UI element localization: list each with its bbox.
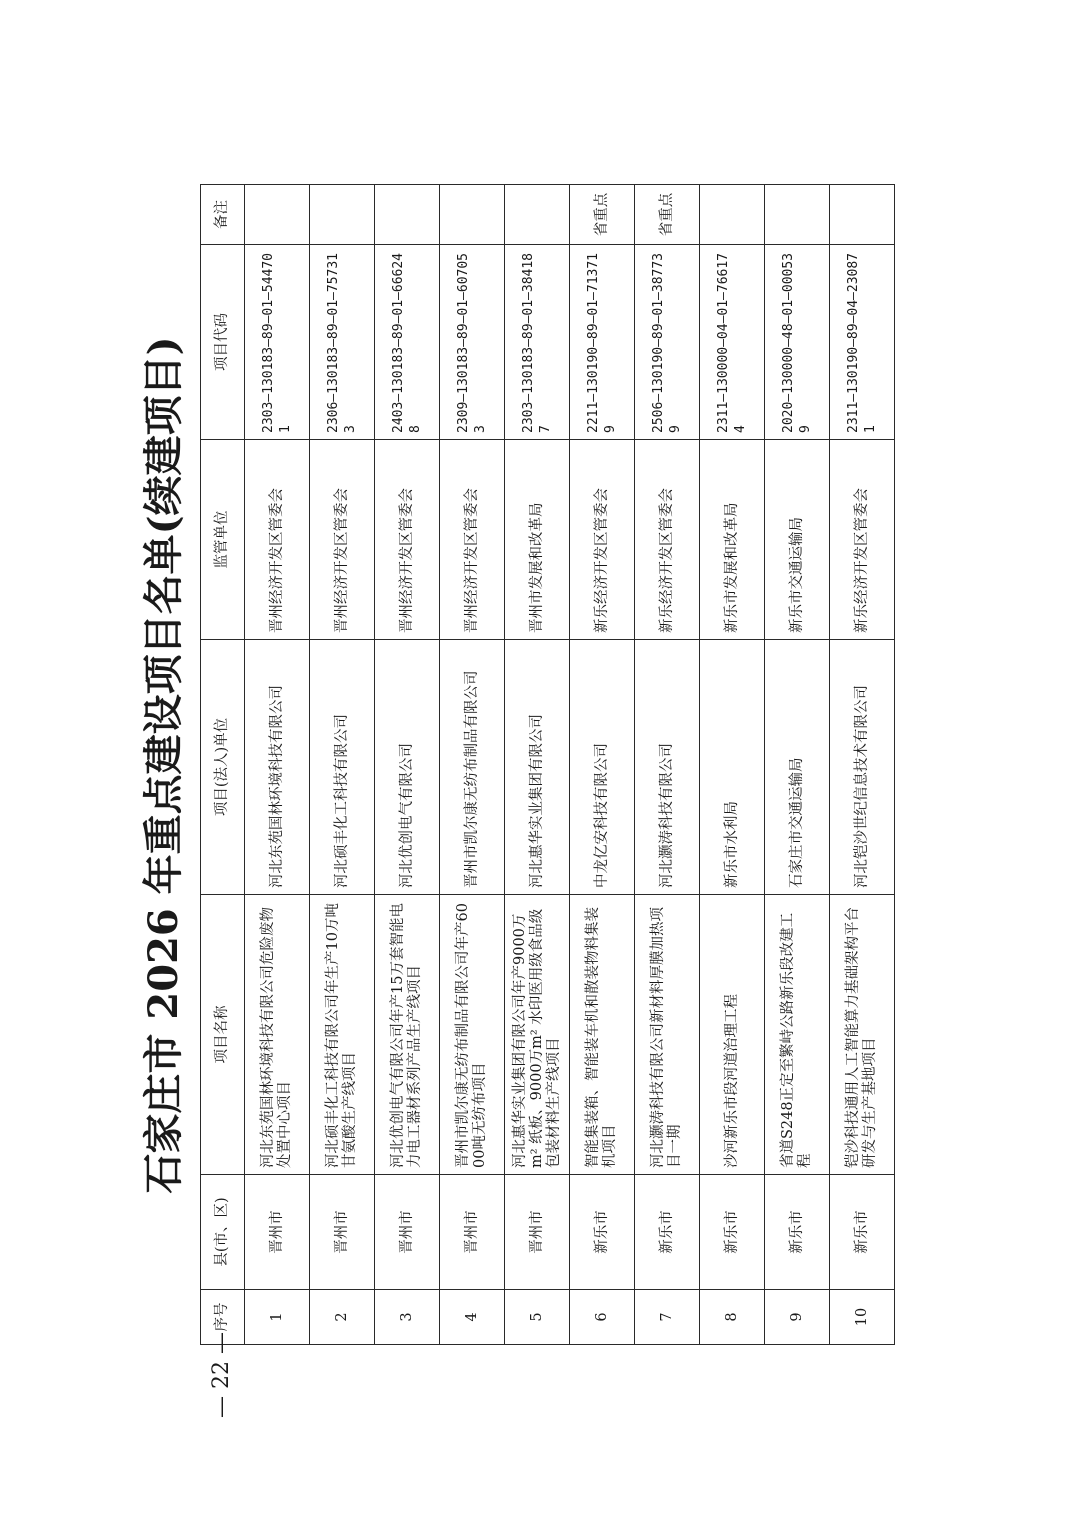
table-row	[440, 185, 505, 1345]
table-row	[245, 185, 310, 1345]
cell-legal-unit: 河北铠沙世纪信息技术有限公司	[830, 640, 895, 895]
header-legal-unit: 项目(法人)单位	[201, 640, 245, 895]
cell-supervisor: 新乐市发展和改革局	[700, 440, 765, 640]
cell-county: 新乐市	[765, 1175, 830, 1290]
cell-project-name: 河北东苑国林环境科技有限公司危险废物处置中心项目	[245, 895, 310, 1175]
cell-project-code: 2020—130000—48—01—000539	[765, 245, 830, 440]
cell-no: 10	[830, 1290, 895, 1345]
cell-supervisor: 新乐经济开发区管委会	[635, 440, 700, 640]
table-row	[570, 185, 635, 1345]
table-row	[505, 185, 570, 1345]
rotated-page-content	[140, 185, 940, 1345]
cell-county: 晋州市	[375, 1175, 440, 1290]
cell-no: 6	[570, 1290, 635, 1345]
cell-no: 2	[310, 1290, 375, 1345]
table-row	[635, 185, 700, 1345]
cell-supervisor: 晋州经济开发区管委会	[310, 440, 375, 640]
cell-county: 晋州市	[245, 1175, 310, 1290]
cell-no: 1	[245, 1290, 310, 1345]
cell-no: 3	[375, 1290, 440, 1345]
cell-county: 晋州市	[505, 1175, 570, 1290]
cell-no: 9	[765, 1290, 830, 1345]
cell-note	[505, 185, 570, 245]
header-note: 备注	[201, 185, 245, 245]
cell-project-code: 2506—130190—89—01—387739	[635, 245, 700, 440]
cell-project-code: 2311—130000—04—01—766174	[700, 245, 765, 440]
cell-supervisor: 新乐经济开发区管委会	[570, 440, 635, 640]
cell-no: 8	[700, 1290, 765, 1345]
cell-note	[440, 185, 505, 245]
cell-project-name: 河北硕丰化工科技有限公司年生产10万吨甘氨酸生产线项目	[310, 895, 375, 1175]
cell-project-code: 2403—130183—89—01—666248	[375, 245, 440, 440]
cell-project-code: 2309—130183—89—01—607053	[440, 245, 505, 440]
table-header-row	[201, 185, 245, 1345]
cell-no: 4	[440, 1290, 505, 1345]
cell-legal-unit: 河北东苑国林环境科技有限公司	[245, 640, 310, 895]
cell-note	[700, 185, 765, 245]
table-row	[310, 185, 375, 1345]
header-no: 序号	[201, 1290, 245, 1345]
cell-project-name: 省道S248正定至繁峙公路新乐段改建工程	[765, 895, 830, 1175]
cell-project-name: 晋州市凯尔康无纺布制品有限公司年产6000吨无纺布项目	[440, 895, 505, 1175]
cell-project-code: 2303—130183—89—01—384187	[505, 245, 570, 440]
cell-project-name: 智能集装箱、智能装车机和散装物料集装机项目	[570, 895, 635, 1175]
cell-legal-unit: 石家庄市交通运输局	[765, 640, 830, 895]
header-project-name: 项目名称	[201, 895, 245, 1175]
cell-supervisor: 晋州经济开发区管委会	[375, 440, 440, 640]
cell-county: 新乐市	[700, 1175, 765, 1290]
header-county: 县(市、区)	[201, 1175, 245, 1290]
header-project-code: 项目代码	[201, 245, 245, 440]
cell-supervisor: 晋州经济开发区管委会	[245, 440, 310, 640]
page-number: — 22 —	[209, 1332, 234, 1418]
cell-note	[765, 185, 830, 245]
cell-project-name: 河北灏涛科技有限公司新材料厚膜加热项目一期	[635, 895, 700, 1175]
page-title: 石家庄市 2026 年重点建设项目名单(续建项目)	[140, 336, 187, 1194]
cell-project-name: 河北优创电气有限公司年产15万套智能电力电工器材系列产品生产线项目	[375, 895, 440, 1175]
project-table	[200, 184, 895, 1345]
header-supervisor: 监管单位	[201, 440, 245, 640]
table-row	[765, 185, 830, 1345]
cell-note	[830, 185, 895, 245]
cell-legal-unit: 河北优创电气有限公司	[375, 640, 440, 895]
cell-supervisor: 新乐市交通运输局	[765, 440, 830, 640]
cell-county: 晋州市	[440, 1175, 505, 1290]
cell-project-code: 2306—130183—89—01—757313	[310, 245, 375, 440]
table-row	[700, 185, 765, 1345]
cell-note	[245, 185, 310, 245]
cell-no: 7	[635, 1290, 700, 1345]
cell-project-name: 沙河新乐市段河道治理工程	[700, 895, 765, 1175]
cell-note	[310, 185, 375, 245]
cell-supervisor: 新乐经济开发区管委会	[830, 440, 895, 640]
cell-project-name: 河北惠华实业集团有限公司年产9000万m² 纸板、9000万m² 水印医用级食品级包装材料生产线项目	[505, 895, 570, 1175]
cell-supervisor: 晋州市发展和改革局	[505, 440, 570, 640]
cell-supervisor: 晋州经济开发区管委会	[440, 440, 505, 640]
table-row	[830, 185, 895, 1345]
cell-legal-unit: 中龙亿安科技有限公司	[570, 640, 635, 895]
cell-note: 省重点	[570, 185, 635, 245]
cell-county: 新乐市	[830, 1175, 895, 1290]
cell-legal-unit: 河北灏涛科技有限公司	[635, 640, 700, 895]
cell-legal-unit: 晋州市凯尔康无纺布制品有限公司	[440, 640, 505, 895]
cell-county: 新乐市	[635, 1175, 700, 1290]
cell-project-code: 2303—130183—89—01—544701	[245, 245, 310, 440]
cell-project-code: 2211—130190—89—01—713719	[570, 245, 635, 440]
cell-note: 省重点	[635, 185, 700, 245]
cell-legal-unit: 河北惠华实业集团有限公司	[505, 640, 570, 895]
cell-project-name: 铠沙科技通用人工智能算力基础架构平台研发与生产基地项目	[830, 895, 895, 1175]
cell-legal-unit: 河北硕丰化工科技有限公司	[310, 640, 375, 895]
cell-county: 晋州市	[310, 1175, 375, 1290]
cell-project-code: 2311—130190—89—04—230871	[830, 245, 895, 440]
table-row	[375, 185, 440, 1345]
cell-no: 5	[505, 1290, 570, 1345]
cell-county: 新乐市	[570, 1175, 635, 1290]
cell-legal-unit: 新乐市水利局	[700, 640, 765, 895]
cell-note	[375, 185, 440, 245]
